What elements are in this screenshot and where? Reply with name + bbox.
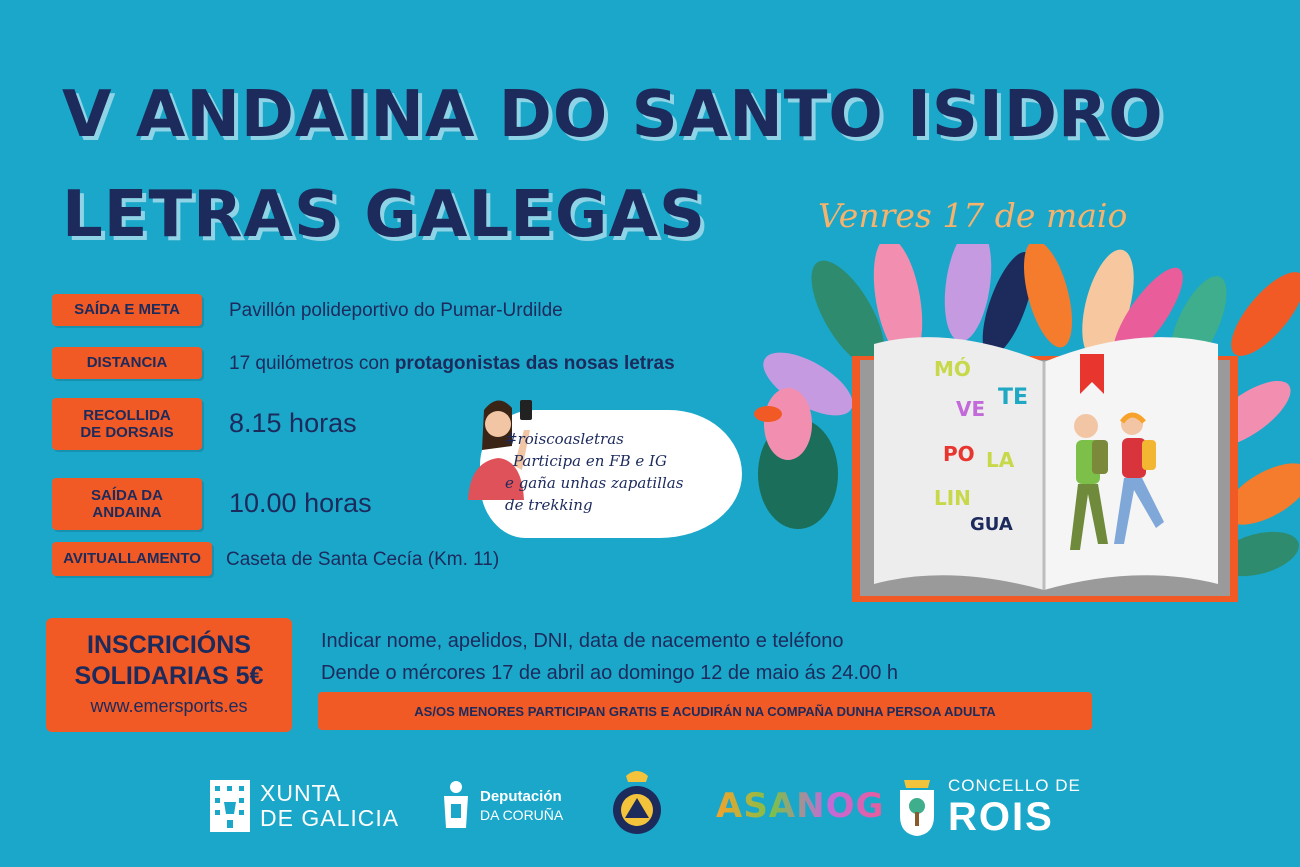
bubble-hashtag: #roiscoasletras xyxy=(505,430,624,448)
rois-shield-icon xyxy=(898,776,936,838)
label-saida-e-meta: SAÍDA E META xyxy=(52,294,202,326)
xunta-text-2: DE GALICIA xyxy=(260,805,400,831)
event-date: Venres 17 de maio xyxy=(818,196,1128,235)
concello-text-1: CONCELLO DE xyxy=(948,776,1081,795)
deputacion-text-1: Deputación xyxy=(480,788,562,805)
label-distancia: DISTANCIA xyxy=(52,347,202,379)
value-saida-andaina: 10.00 horas xyxy=(229,488,372,518)
title-line-1: V ANDAINA DO SANTO ISIDRO xyxy=(62,78,1164,152)
book-word-gua: GUA xyxy=(970,514,1013,535)
social-text xyxy=(505,428,725,516)
concello-text-2: ROIS xyxy=(948,795,1054,839)
registration-title-2: SOLIDARIAS 5€ xyxy=(74,662,264,690)
proteccion-civil-emblem-icon xyxy=(612,766,662,840)
registration-title-1: INSCRICIÓNS xyxy=(87,631,251,659)
value-distancia: 17 quilómetros con protagonistas das nosas letras xyxy=(229,353,675,374)
deputacion-logo xyxy=(440,780,563,832)
value-saida-e-meta: Pavillón polideportivo do Pumar-Urdilde xyxy=(229,300,563,321)
concello-rois-logo xyxy=(898,776,1081,838)
proteccion-civil-logo xyxy=(612,766,662,840)
proteccion-civil-text: PROTECCIÓN CIVIL xyxy=(632,837,642,838)
label-saida-andaina: SAÍDA DA ANDAINA xyxy=(52,478,202,530)
registration-info-2: Dende o mércores 17 de abril ao domingo 12 de maio ás 24.00 h xyxy=(321,662,899,684)
xunta-logo xyxy=(210,780,399,832)
registration-box xyxy=(46,618,292,732)
title-line-2: LETRAS GALEGAS xyxy=(62,178,707,252)
book-word-te: TE xyxy=(998,385,1029,410)
book-word-la: LA xyxy=(986,448,1015,472)
asanog-text: ASANOG xyxy=(716,786,885,826)
book-word-po: PO xyxy=(943,442,975,466)
value-avituallamento: Caseta de Santa Cecía (Km. 11) xyxy=(226,549,500,570)
book-word-lin: LIN xyxy=(934,486,971,510)
bubble-line-3: e gaña unhas zapatillas xyxy=(505,474,684,492)
xunta-emblem-icon xyxy=(210,780,250,832)
xunta-text-1: XUNTA xyxy=(260,780,342,806)
asanog-logo xyxy=(716,786,884,826)
deputacion-tower-icon xyxy=(440,780,472,832)
value-recollida-dorsais: 8.15 horas xyxy=(229,408,357,438)
label-recollida-dorsais: RECOLLIDA DE DORSAIS xyxy=(52,398,202,450)
registration-url[interactable]: www.emersports.es xyxy=(90,696,248,716)
book-word-ve: VE xyxy=(956,397,986,421)
book-word-mo: MÓ xyxy=(934,357,971,381)
label-avituallamento: AVITUALLAMENTO xyxy=(52,542,212,576)
registration-info-1: Indicar nome, apelidos, DNI, data de nacemento e teléfono xyxy=(321,630,844,652)
bubble-line-4: de trekking xyxy=(505,496,593,514)
book-illustration xyxy=(748,244,1300,608)
deputacion-text-2: DA CORUÑA xyxy=(480,807,564,823)
minors-notice: AS/OS MENORES PARTICIPAN GRATIS E ACUDIRÁN NA COMPAÑA DUNHA PERSOA ADULTA xyxy=(318,692,1092,730)
bubble-line-2: Participa en FB e IG xyxy=(513,452,667,470)
